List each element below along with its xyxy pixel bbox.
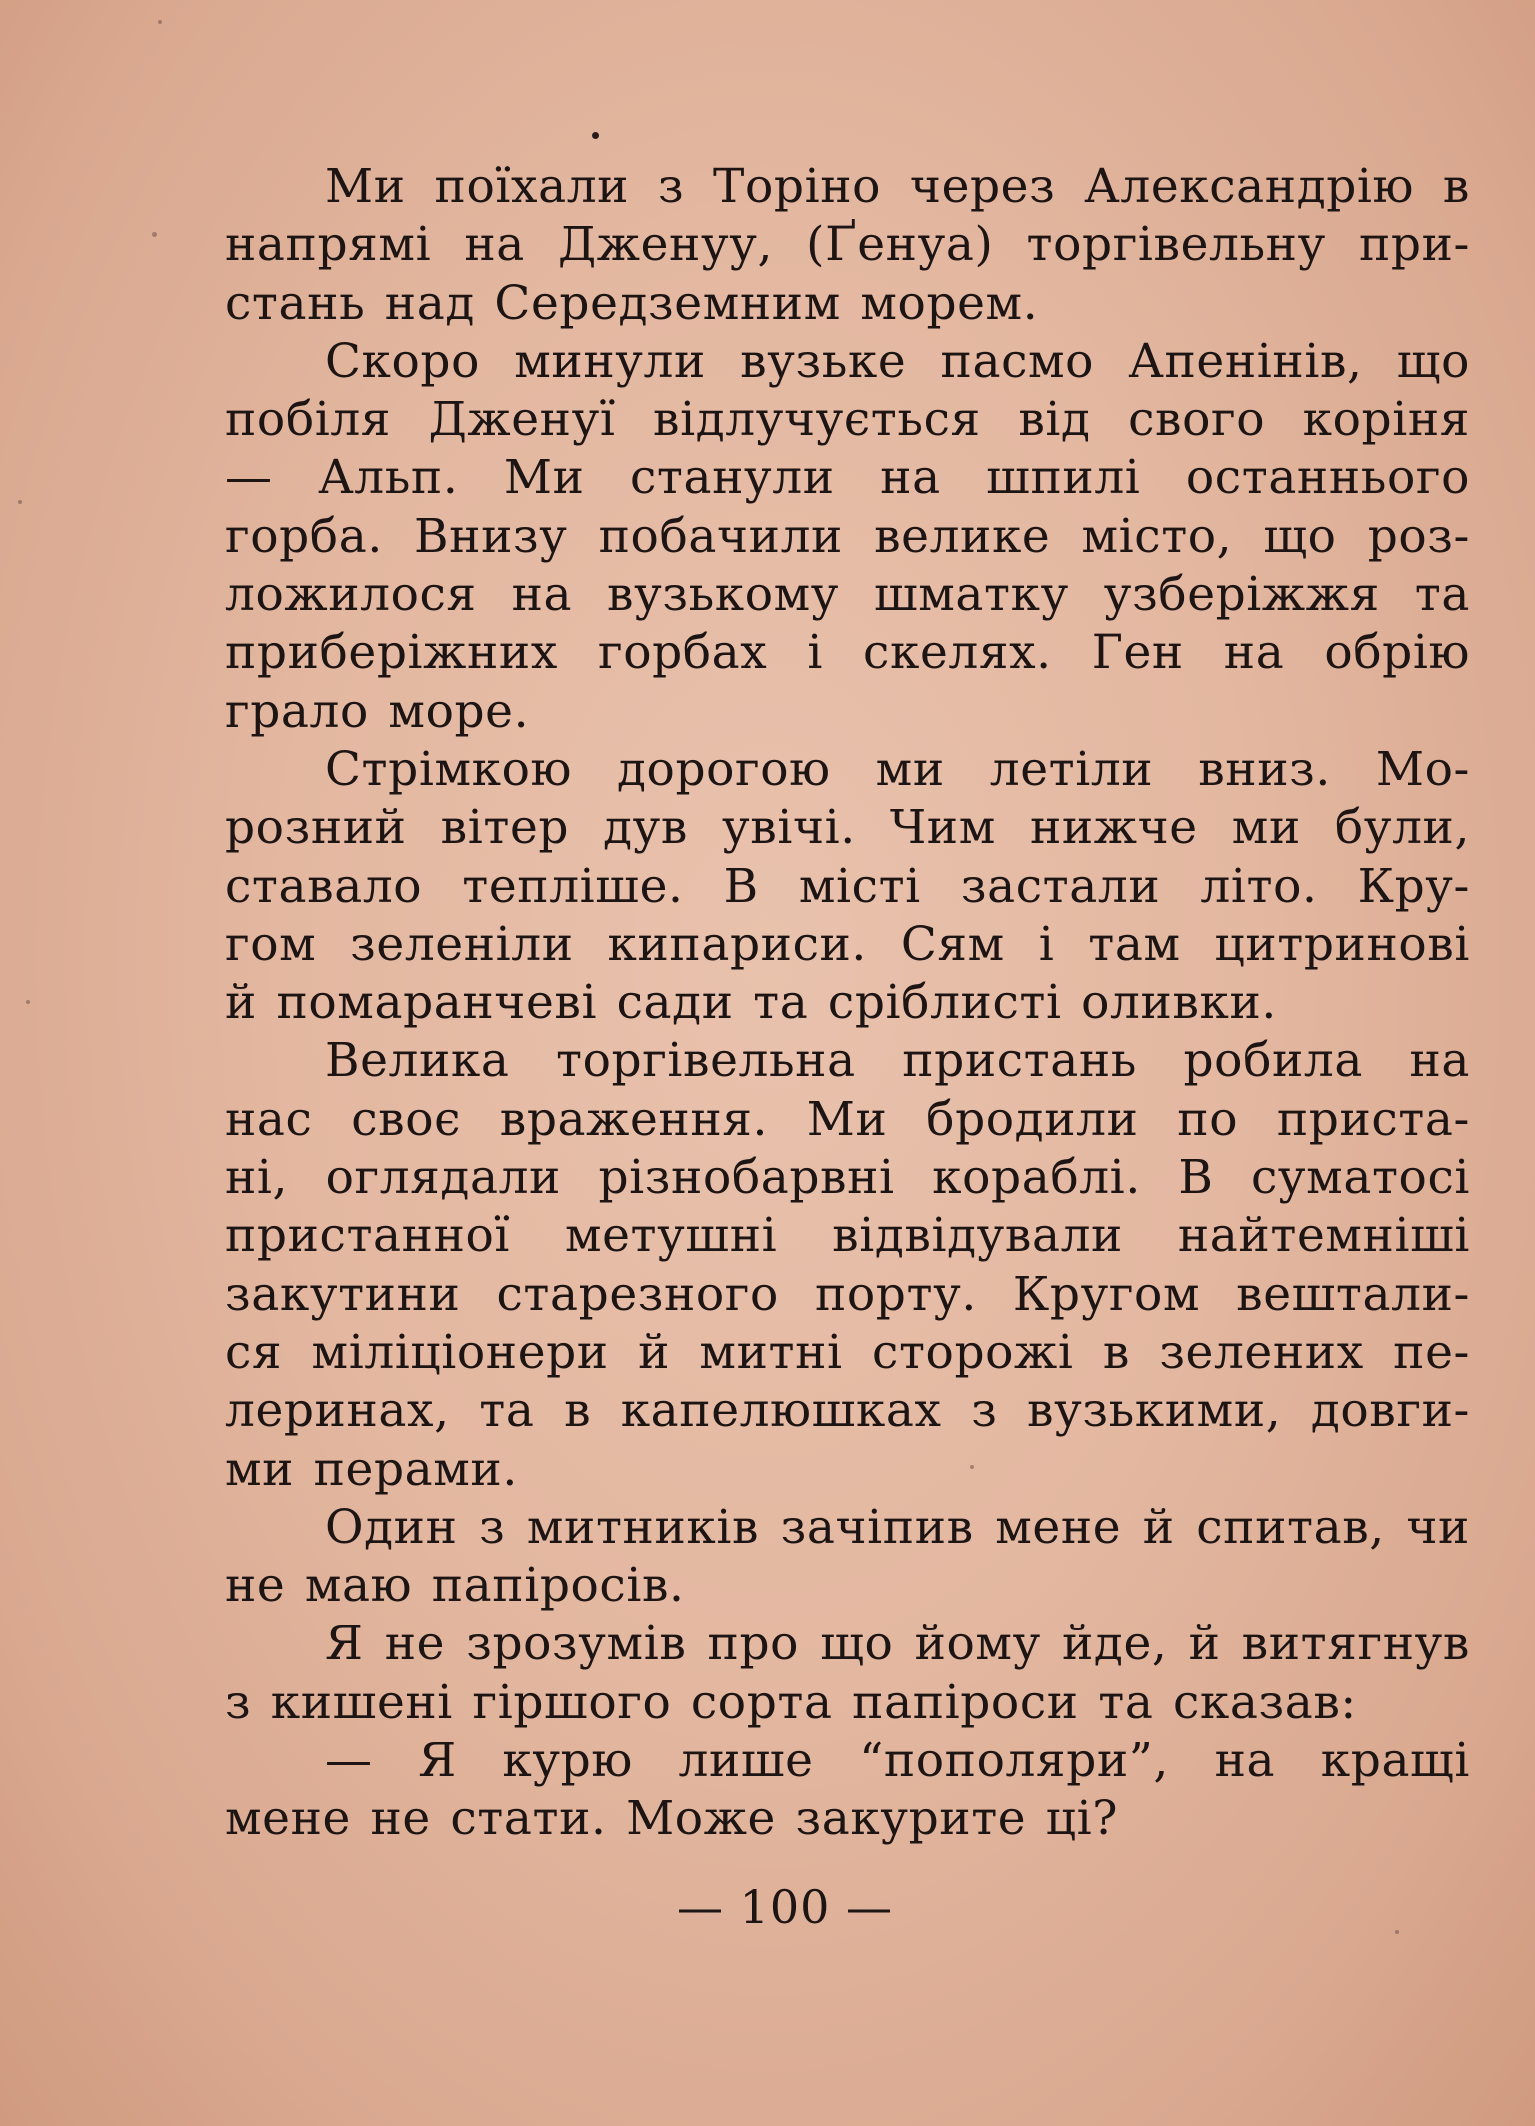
paper-speck <box>970 1465 974 1469</box>
text-line: ми перами. <box>225 1441 518 1497</box>
paragraph-2 <box>225 333 1470 741</box>
text-line: стань над Середземним морем. <box>225 275 1039 331</box>
ink-dot <box>592 132 599 139</box>
text-line: з кишені гіршого сорта папіроси та сказав: <box>225 1674 1357 1730</box>
text-block <box>225 158 1470 1849</box>
text-line: Я не зрозумів про що йому йде, й витягнув <box>325 1616 1470 1672</box>
paper-speck <box>18 500 22 504</box>
text-line: — Я курю лише “пополяри”, на кращі <box>325 1733 1470 1789</box>
text-line: не маю папіросів. <box>225 1558 685 1614</box>
text-line: Скоро минули вузьке пасмо Апенінів, що <box>325 333 1470 389</box>
text-line: гом зеленіли кипариси. Сям і там цитринові <box>225 916 1470 972</box>
paragraph-6 <box>225 1615 1470 1732</box>
paragraph-5 <box>225 1499 1470 1616</box>
text-line: горба. Внизу побачили велике місто, що роз- <box>225 508 1470 564</box>
text-line: Один з митників зачіпив мене й спитав, чи <box>325 1499 1470 1555</box>
text-line: приберіжних горбах і скелях. Ген на обрію <box>225 625 1470 681</box>
text-line: мене не стати. Може закурите ці? <box>225 1791 1119 1847</box>
text-line: пристанної метушні відвідували найтемніші <box>225 1208 1470 1264</box>
text-line: закутини старезного порту. Кругом вештали- <box>225 1266 1470 1322</box>
text-line: Велика торгівельна пристань робила на <box>325 1033 1470 1089</box>
text-line: нас своє враження. Ми бродили по приста- <box>225 1091 1470 1147</box>
text-line: — Альп. Ми станули на шпилі останнього <box>225 450 1470 506</box>
text-line: леринах, та в капелюшках з вузькими, довги- <box>225 1383 1470 1439</box>
text-line: напрямі на Дженуу, (Ґенуа) торгівельну при- <box>225 217 1470 273</box>
text-line: Стрімкою дорогою ми летіли вниз. Мо- <box>325 741 1470 797</box>
paragraph-7 <box>225 1732 1470 1849</box>
text-line: побіля Дженуї відлучується від свого коріня <box>225 392 1470 448</box>
text-line: ставало тепліше. В місті застали літо. Кру- <box>225 858 1470 914</box>
text-line: грало море. <box>225 683 530 739</box>
paper-speck <box>152 232 157 237</box>
text-line: ся міліціонери й митні сторожі в зелених пе- <box>225 1324 1470 1380</box>
paper-speck <box>1395 1930 1399 1934</box>
paragraph-3 <box>225 741 1470 1032</box>
paper-speck <box>158 20 162 24</box>
text-line: розний вітер дув увічі. Чим нижче ми були, <box>225 800 1470 856</box>
page-number <box>0 1880 1535 1934</box>
paper-speck <box>26 1000 30 1004</box>
text-line: ні, оглядали різнобарвні кораблі. В суматосі <box>225 1150 1470 1206</box>
paragraph-1 <box>225 158 1470 333</box>
text-line: Ми поїхали з Торіно через Александрію в <box>325 159 1470 214</box>
paragraph-4 <box>225 1032 1470 1498</box>
text-line: й помаранчеві сади та сріблисті оливки. <box>225 975 1277 1031</box>
page-number-text: — 100 — <box>676 1880 894 1934</box>
text-line: ложилося на вузькому шматку узберіжжя та <box>225 567 1470 623</box>
